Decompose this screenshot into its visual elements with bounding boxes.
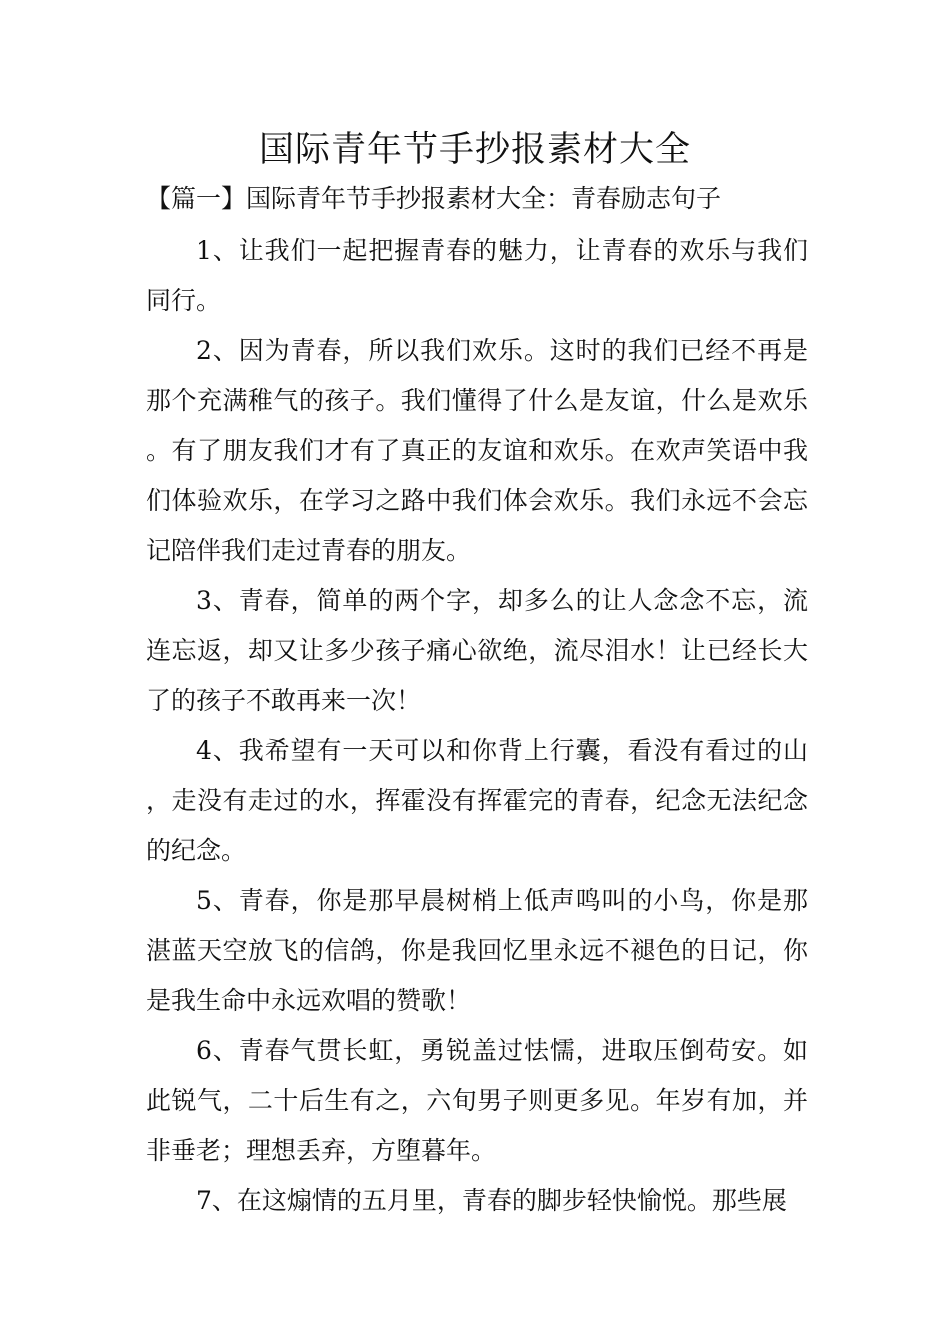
paragraph-4: 4、我希望有一天可以和你背上行囊，看没有看过的山，走没有走过的水，挥霍没有挥霍完的青春，纪念无法纪念的纪念。 (146, 736, 808, 865)
paragraph-3: 3、青春，简单的两个字，却多么的让人念念不忘，流连忘返，却又让多少孩子痛心欲绝，流尽泪水！让已经长大了的孩子不敢再来一次！ (146, 586, 808, 715)
paragraph-6: 6、青春气贯长虹，勇锐盖过怯懦，进取压倒苟安。如此锐气，二十后生有之，六旬男子则更多见。年岁有加，并非垂老；理想丢弃，方堕暮年。 (146, 1036, 808, 1165)
section-heading: 【篇一】国际青年节手抄报素材大全：青春励志句子 (146, 184, 722, 213)
document-title: 国际青年节手抄报素材大全 (258, 130, 691, 170)
document-body (146, 226, 808, 1226)
paragraph-7: 7、在这煽情的五月里，青春的脚步轻快愉悦。那些展 (196, 1186, 787, 1215)
paragraph-1: 1、让我们一起把握青春的魅力，让青春的欢乐与我们同行。 (146, 236, 808, 315)
paragraph-5: 5、青春，你是那早晨树梢上低声鸣叫的小鸟，你是那湛蓝天空放飞的信鸽，你是我回忆里永远不褪色的日记，你是我生命中永远欢唱的赞歌！ (146, 886, 808, 1015)
paragraph-2: 2、因为青春，所以我们欢乐。这时的我们已经不再是那个充满稚气的孩子。我们懂得了什么是友谊，什么是欢乐。有了朋友我们才有了真正的友谊和欢乐。在欢声笑语中我们体验欢乐，在学习之路中我们体会欢乐。我们永远不会忘记陪伴我们走过青春的朋友。 (146, 336, 808, 565)
